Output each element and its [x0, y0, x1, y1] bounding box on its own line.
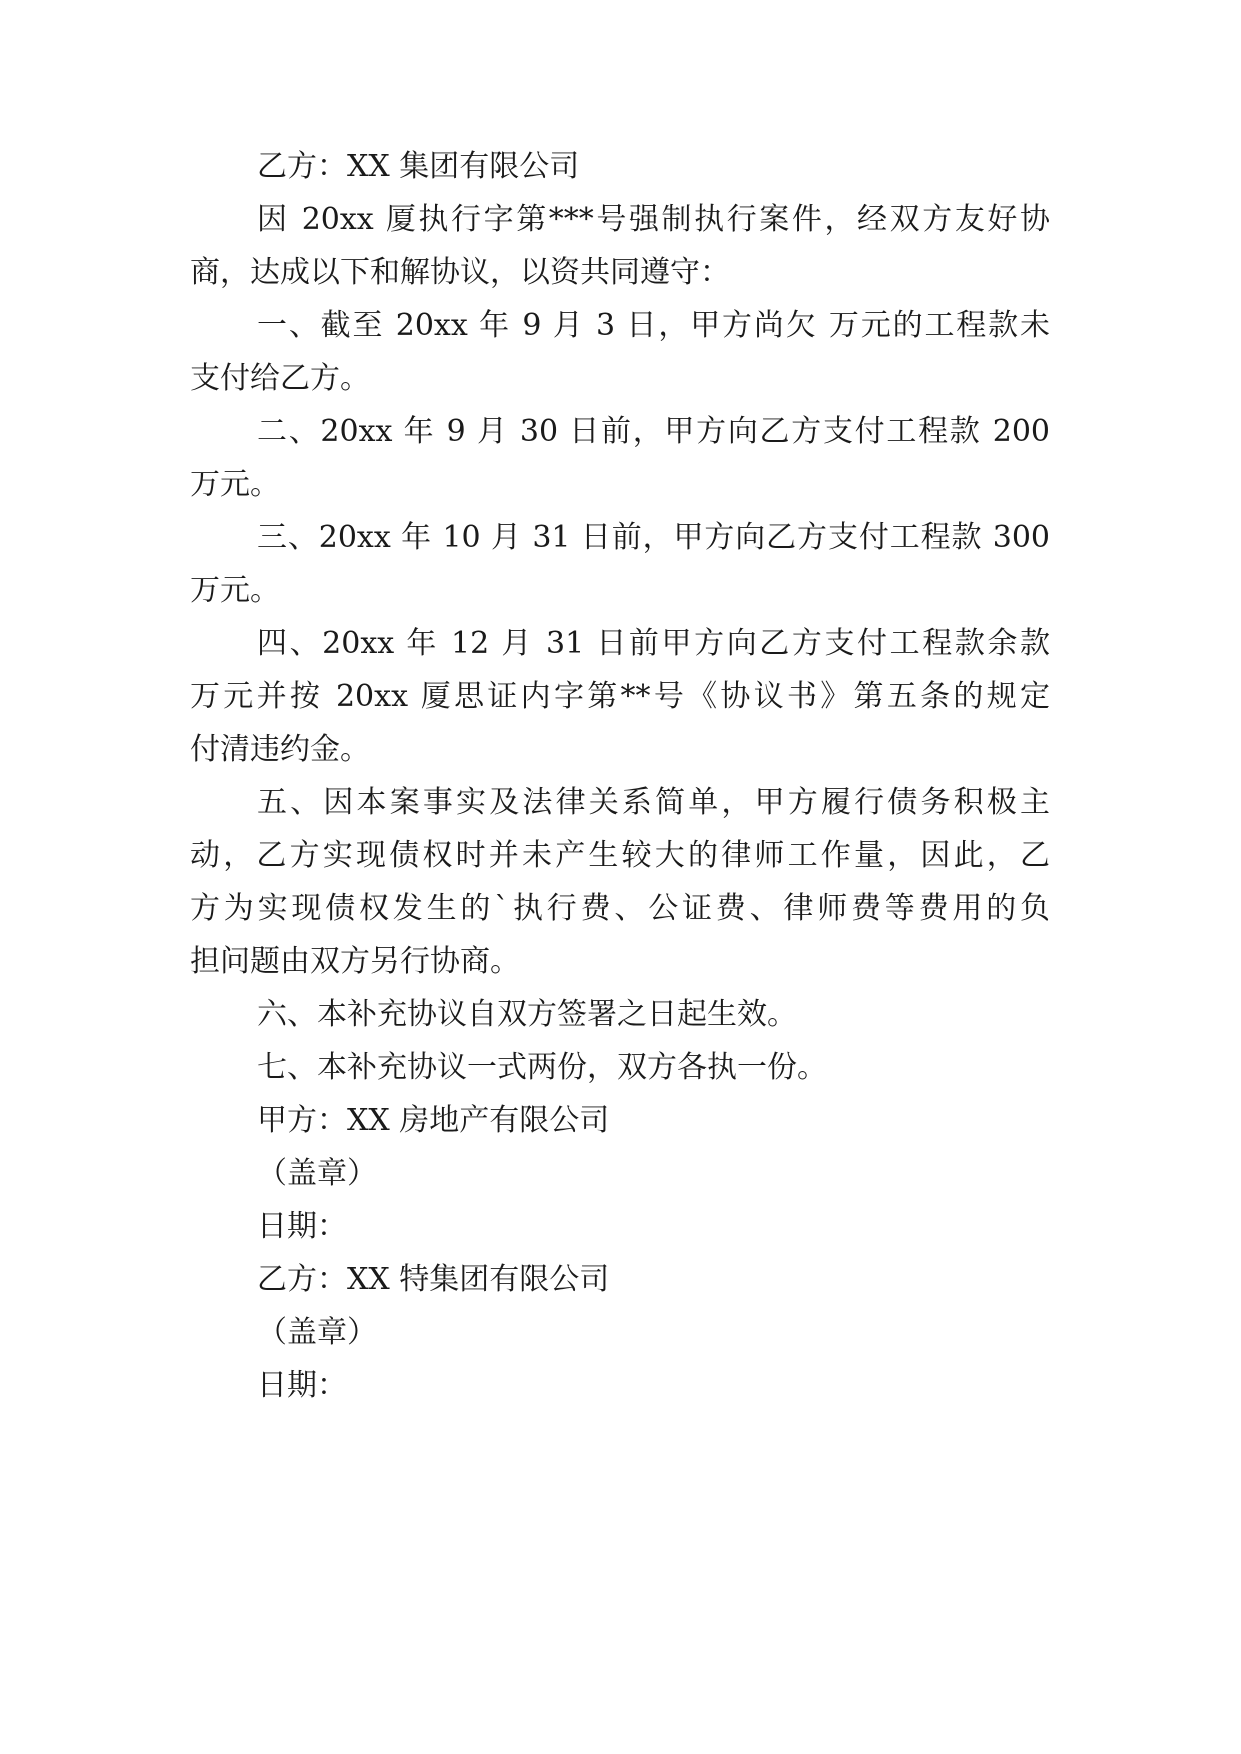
- party-b-header: 乙方：XX 集团有限公司: [257, 149, 580, 184]
- clause-4-line-2: 万元并按 20xx 厦思证内字第**号《协议书》第五条的规定: [190, 679, 1050, 714]
- clause-6: 六、本补充协议自双方签署之日起生效。: [257, 997, 797, 1032]
- clause-4-line-3: 付清违约金。: [190, 732, 370, 767]
- clause-5-line-3: 方为实现债权发生的`执行费、公证费、律师费等费用的负: [190, 891, 1050, 926]
- party-a-date: 日期：: [257, 1209, 347, 1244]
- clause-3-line-2: 万元。: [190, 573, 280, 608]
- clause-5-line-1: 五、因本案事实及法律关系简单，甲方履行债务积极主: [257, 785, 1050, 820]
- party-b-signature-name: 乙方：XX 特集团有限公司: [257, 1262, 610, 1297]
- clause-1-line-2: 支付给乙方。: [190, 361, 370, 396]
- clause-4-line-1: 四、20xx 年 12 月 31 日前甲方向乙方支付工程款余款: [257, 626, 1050, 661]
- party-a-signature-name: 甲方：XX 房地产有限公司: [257, 1103, 610, 1138]
- clause-2-line-1: 二、20xx 年 9 月 30 日前，甲方向乙方支付工程款 200: [257, 414, 1050, 449]
- intro-paragraph-line-1: 因 20xx 厦执行字第***号强制执行案件，经双方友好协: [257, 202, 1050, 237]
- clause-3-line-1: 三、20xx 年 10 月 31 日前，甲方向乙方支付工程款 300: [257, 520, 1050, 555]
- party-a-seal: （盖章）: [257, 1156, 377, 1191]
- clause-5-line-2: 动，乙方实现债权时并未产生较大的律师工作量，因此，乙: [190, 838, 1050, 873]
- intro-paragraph-line-2: 商，达成以下和解协议，以资共同遵守：: [190, 255, 730, 290]
- clause-1-line-1: 一、截至 20xx 年 9 月 3 日，甲方尚欠 万元的工程款未: [257, 308, 1050, 343]
- clause-5-line-4: 担问题由双方另行协商。: [190, 944, 520, 979]
- party-b-seal: （盖章）: [257, 1315, 377, 1350]
- clause-7: 七、本补充协议一式两份，双方各执一份。: [257, 1050, 827, 1085]
- clause-2-line-2: 万元。: [190, 467, 280, 502]
- party-b-date: 日期：: [257, 1368, 347, 1403]
